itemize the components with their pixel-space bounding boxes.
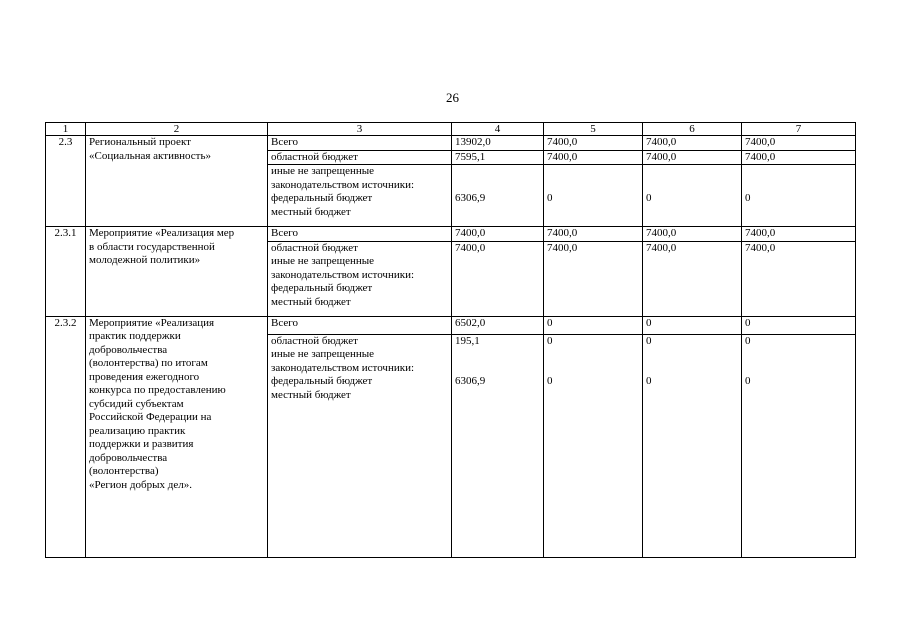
value-cell: 0 0: [742, 334, 856, 557]
value-cell: 0: [643, 165, 742, 227]
value-cell: 7400,0: [643, 241, 742, 316]
row-name: Мероприятие «Реализация практик поддержки добровольчества (волонтерства) по итогам проведения ежегодного конкурса по предоставлению субсидий субъектам Российской Федерации на реализацию практик поддержки и развития добровольчества (волонтерства) «Регион добрых дел».: [86, 316, 268, 557]
header-cell: 7: [742, 123, 856, 136]
source-label: Всего: [268, 316, 452, 334]
table-header-row: [46, 123, 856, 136]
table-row: [46, 136, 856, 151]
row-name: Мероприятие «Реализация мер в области государственной молодежной политики»: [86, 227, 268, 317]
value-cell: 7400,0: [452, 241, 544, 316]
header-cell: 5: [544, 123, 643, 136]
header-cell: 1: [46, 123, 86, 136]
value-cell: 6306,9: [452, 165, 544, 227]
budget-table: [45, 122, 856, 558]
value-cell: 7400,0: [544, 150, 643, 165]
source-label: иные не запрещенные законодательством источники: федеральный бюджет местный бюджет: [268, 165, 452, 227]
value-cell: 7400,0: [452, 227, 544, 242]
source-label: Всего: [268, 227, 452, 242]
value-cell: 0: [544, 165, 643, 227]
value-cell: 0: [544, 316, 643, 334]
row-number: 2.3: [46, 136, 86, 227]
value-cell: 7595,1: [452, 150, 544, 165]
source-label: Всего: [268, 136, 452, 151]
table-row: [46, 316, 856, 334]
value-cell: 7400,0: [742, 136, 856, 151]
page-number: 26: [446, 90, 459, 105]
header-cell: 4: [452, 123, 544, 136]
value-cell: 7400,0: [544, 136, 643, 151]
value-cell: 0: [742, 165, 856, 227]
header-cell: 6: [643, 123, 742, 136]
source-label: областной бюджет иные не запрещенные законодательством источники: федеральный бюджет местный бюджет: [268, 241, 452, 316]
header-cell: 3: [268, 123, 452, 136]
value-cell: 7400,0: [643, 227, 742, 242]
value-cell: 0 0: [544, 334, 643, 557]
value-cell: 7400,0: [742, 241, 856, 316]
header-cell: 2: [86, 123, 268, 136]
value-cell: 13902,0: [452, 136, 544, 151]
row-number: 2.3.1: [46, 227, 86, 317]
source-label: областной бюджет: [268, 150, 452, 165]
value-cell: 7400,0: [742, 150, 856, 165]
value-cell: 0: [742, 316, 856, 334]
value-cell: 7400,0: [643, 150, 742, 165]
value-cell: 7400,0: [643, 136, 742, 151]
value-cell: 0 0: [643, 334, 742, 557]
value-cell: 7400,0: [544, 241, 643, 316]
table-row: [46, 227, 856, 242]
value-cell: 7400,0: [742, 227, 856, 242]
value-cell: 0: [643, 316, 742, 334]
value-cell: 7400,0: [544, 227, 643, 242]
row-name: Региональный проект «Социальная активность»: [86, 136, 268, 227]
value-cell: 195,1 6306,9: [452, 334, 544, 557]
value-cell: 6502,0: [452, 316, 544, 334]
row-number: 2.3.2: [46, 316, 86, 557]
source-label: областной бюджет иные не запрещенные законодательством источники: федеральный бюджет местный бюджет: [268, 334, 452, 557]
